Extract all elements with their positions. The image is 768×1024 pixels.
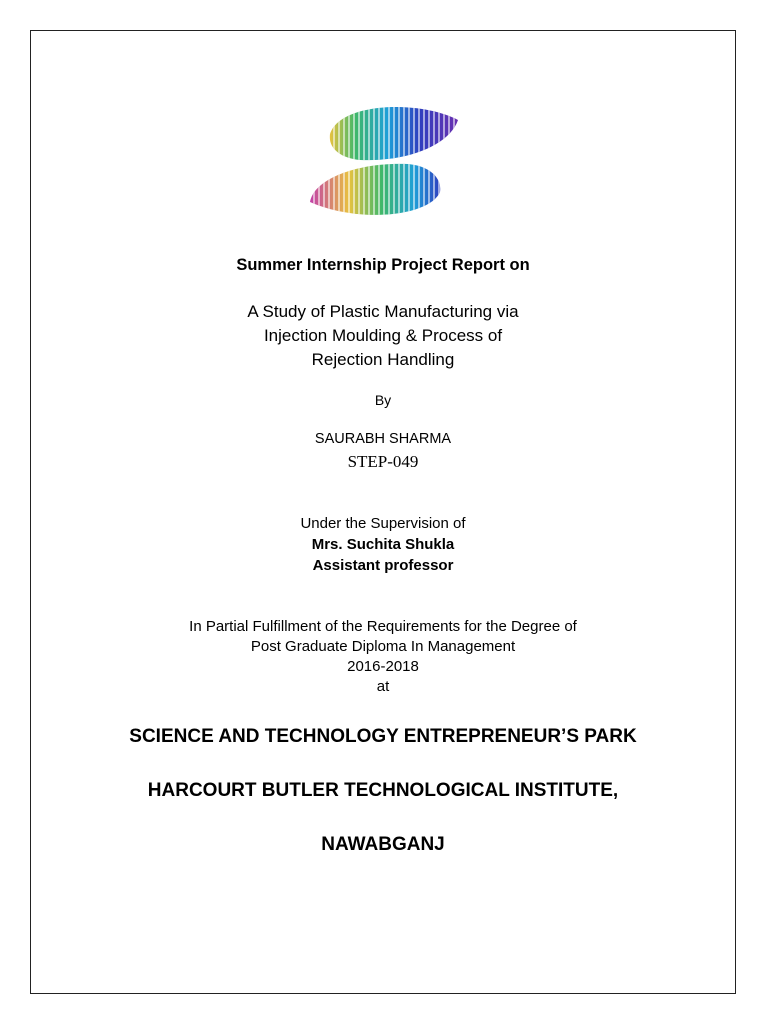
ribbon-logo-graphic [300, 92, 468, 232]
roll-number: STEP-049 [347, 452, 419, 471]
fulfillment-line: at [376, 678, 390, 695]
ribbon-logo [300, 92, 468, 232]
supervisor-title: Assistant professor [312, 557, 454, 574]
title-line: A Study of Plastic Manufacturing via [247, 302, 519, 321]
supervisor-name: Mrs. Suchita Shukla [311, 536, 455, 553]
project-title [30, 300, 736, 372]
title-line: Injection Moulding & Process of [263, 326, 503, 345]
institute-name-line: HARCOURT BUTLER TECHNOLOGICAL INSTITUTE, [147, 780, 619, 801]
institute-name-line: SCIENCE AND TECHNOLOGY ENTREPRENEUR’S PARK [129, 726, 637, 747]
fulfillment-statement [30, 617, 736, 697]
fulfillment-line: 2016-2018 [347, 658, 419, 675]
by-label: By [374, 392, 392, 408]
report-heading: Summer Internship Project Report on [236, 256, 530, 274]
fulfillment-line: In Partial Fulfillment of the Requirements for the Degree of [189, 618, 577, 635]
author-name: SAURABH SHARMA [314, 431, 452, 447]
title-line: Rejection Handling [311, 350, 455, 369]
fulfillment-line: Post Graduate Diploma In Management [250, 638, 516, 655]
institute-location: NAWABGANJ [321, 834, 445, 855]
supervision-label: Under the Supervision of [300, 515, 466, 532]
